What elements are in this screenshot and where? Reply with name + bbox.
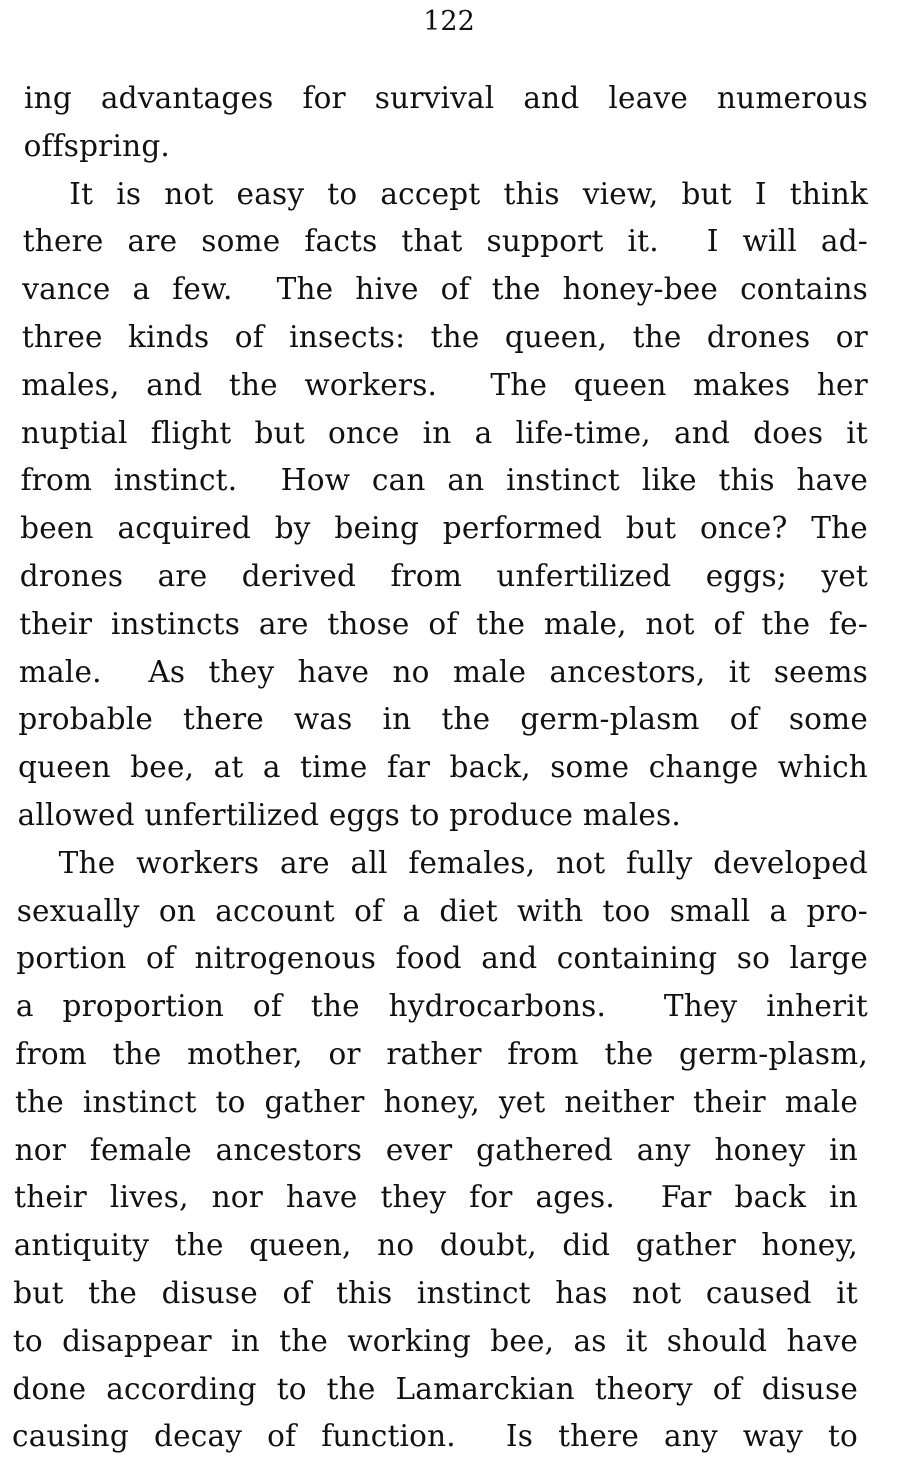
- text-line: their instincts are those of the male, not of the fe-: [19, 606, 868, 641]
- text-line: the instinct to gather honey, yet neither their male: [15, 1084, 858, 1119]
- text-line: males, and the workers. The queen makes her: [21, 367, 868, 402]
- text-line: three kinds of insects: the queen, the drones or: [21, 320, 868, 354]
- text-line: ing advantages for survival and leave numerous: [24, 81, 868, 115]
- text-line: sexually on account of a diet with too small a pro-: [16, 893, 868, 928]
- text-line: It is not easy to accept this view, but I think: [23, 176, 868, 211]
- text-line: from the mother, or rather from the germ-plasm,: [15, 1037, 868, 1071]
- text-line: queen bee, at a time far back, some change which: [18, 750, 868, 785]
- text-line: The workers are all females, not fully developed: [17, 845, 868, 880]
- text-line: male. As they have no male ancestors, it seems: [18, 654, 868, 689]
- text-line: probable there was in the germ-plasm of some: [18, 702, 868, 737]
- text-line: from instinct. How can an instinct like this have: [20, 463, 868, 498]
- text-line: but the disuse of this instinct has not caused it: [13, 1276, 858, 1310]
- text-line: vance a few. The hive of the honey-bee contains: [22, 272, 868, 307]
- text-line: allowed unfertilized eggs to produce males.: [17, 798, 681, 832]
- text-line: to disappear in the working bee, as it should have: [12, 1323, 858, 1358]
- text-line: drones are derived from unfertilized eggs; yet: [19, 559, 868, 593]
- text-line: there are some facts that support it. I will ad-: [22, 224, 868, 259]
- text-line: nor female ancestors ever gathered any honey in: [14, 1132, 858, 1167]
- text-line: a proportion of the hydrocarbons. They inherit: [15, 989, 868, 1024]
- text-line: been acquired by being performed but once? The: [20, 511, 868, 546]
- page-number: 122: [423, 6, 475, 37]
- text-line: their lives, nor have they for ages. Far back in: [14, 1180, 858, 1215]
- text-line: nuptial flight but once in a life-time, and does it: [21, 415, 868, 450]
- text-line: portion of nitrogenous food and containing so large: [16, 941, 868, 976]
- text-line: offspring.: [23, 128, 170, 163]
- text-line: antiquity the queen, no doubt, did gather honey,: [13, 1228, 858, 1263]
- text-line: causing decay of function. Is there any way to: [12, 1419, 858, 1454]
- text-line: done according to the Lamarckian theory of disuse: [12, 1371, 858, 1406]
